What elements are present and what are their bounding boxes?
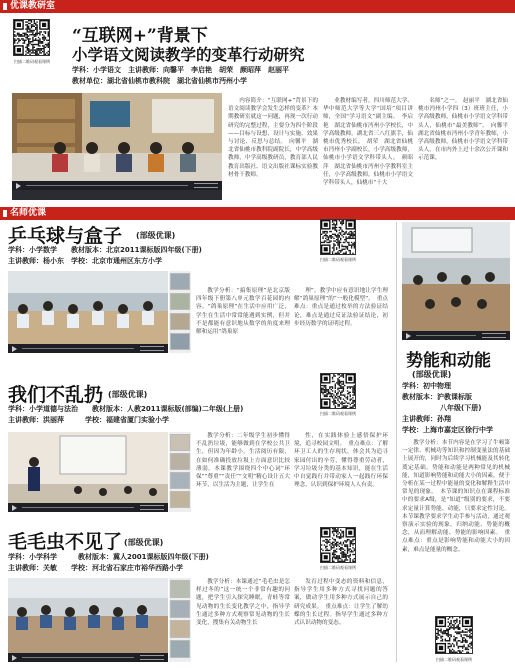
- side-meta-school: 学校：上海市嘉定区徐行中学: [402, 426, 493, 434]
- video-control-bar[interactable]: [12, 181, 222, 190]
- classroom-photo: [8, 271, 168, 353]
- video-thumbnail[interactable]: [170, 453, 190, 470]
- lesson-text-col1: [196, 432, 290, 516]
- qr-caption: 扫描二维码观看课例: [320, 411, 356, 416]
- lesson-paragraph: 教学分析：“搞集原理”是北京版四年级下册第八单元数学百花园的内容。“鸽巢原理”在生活中应用广泛，学生在生活中常常能遇到实例，但并不是都能有意识地从数学的角度来理解和运用“鸽巢原: [196, 288, 290, 336]
- side-text: [402, 439, 510, 613]
- lesson-thumbnail-column: [169, 432, 191, 512]
- video-thumbnail[interactable]: [170, 580, 190, 598]
- video-thumbnail[interactable]: [170, 273, 190, 290]
- lesson-paragraph: 教学分析：本课通过“毛毛虫是怎样过冬的”这一统一个非常有趣的问题，把学生引入探究睡眠，青蛙等常见动物的生长变化教学之中，指导学生通过多种方式观察常见动物的生长变化，搜集有关动物生长: [196, 579, 290, 627]
- lesson-meta-teacher: 主讲教师：洪丽萍 学校：福建省厦门实验小学: [8, 416, 169, 424]
- lesson-title: 我们不乱扔: [8, 384, 104, 406]
- qr-code[interactable]: [320, 527, 356, 563]
- side-meta-teacher: 主讲教师：孙翔: [402, 415, 451, 423]
- feature-text-col2: [323, 97, 413, 207]
- qr-caption: 扫描二维码观看课例: [436, 657, 472, 662]
- lesson-text-col2: [294, 287, 388, 371]
- feature-meta-subject: 学科：小学语文 主讲教师：向馨平 李启艳 胡荣 颜昭萍 赵丽平: [72, 66, 289, 74]
- lesson-meta-teacher: 主讲教师：关敏 学校：河北省石家庄市裕华西路小学: [8, 564, 183, 572]
- section-banner-label: 优课教研室: [10, 1, 56, 11]
- lesson-text-col1: [196, 578, 290, 666]
- video-control-bar[interactable]: [8, 653, 168, 662]
- lesson-thumbnail-column: [169, 271, 191, 353]
- column-divider: [396, 222, 397, 662]
- qr-caption: 扫描二维码观看课例: [14, 59, 50, 64]
- side-paragraph: 教学分析：本节内容是在学习了牛顿第一定律、机械功等知识和控制变量法的基础上展开的，同时为后续学习机械能及其转化奠定基础。势能和动能是两种常见的机械能，知道影响势能和动能大小的因素，便于分析在某一过程中能量的变化和解释生活中常见的现象。 本节课的知识点在课程标准中的要求A级，是“知道”级别的要求，不要求定量计算势能、动能，只要求定性讨论。本节课教学要求学生动手参与活动，通过观察演示实验的现象，归纳动能、势能的概念，从而理解动能、势能的影响因素。 重点难点：重点是影响势能和动能大小的因素，难点是能量的概念。: [402, 440, 510, 553]
- lesson-video-player[interactable]: [8, 578, 168, 662]
- video-thumbnail[interactable]: [170, 333, 190, 350]
- section-banner-teachers: [0, 207, 515, 220]
- lesson-title: 毛毛虫不见了: [8, 531, 123, 553]
- lesson-video-player[interactable]: [8, 432, 168, 512]
- lesson-tag: (部级优课): [136, 231, 176, 240]
- video-control-bar[interactable]: [8, 344, 168, 353]
- classroom-photo: [8, 578, 168, 662]
- feature-meta-unit: 教材单位：湖北省仙桃市教科院 湖北省仙桃市沔州小学: [72, 77, 247, 85]
- classroom-photo: [402, 222, 510, 340]
- lesson-text-col1: [196, 287, 290, 371]
- section-banner-research: [0, 0, 515, 13]
- lesson-paragraph: 教学分析：二年级学生初步懂得不乱扔垃圾，能够做到在学校公共卫生，但因为年龄小，生活阅历有限，在如何准确投放垃圾上方面意识比较薄弱。本课教学围绕四个中心词“环保”“尊重”“责任”“文明”精心设计五大环节，以生活为主题，让学生在: [196, 433, 290, 489]
- play-icon[interactable]: [12, 655, 17, 661]
- lesson-title: 乒乓球与盒子: [8, 225, 123, 247]
- feature-paragraph: 名师”之一。 赵丽平 湖北省仙桃市沔州小学四（3）班班主任，小学高级教师，仙桃市小学语文学科带头人，仙桃市“最美教师”。 向馨平 湖北省仙桃市沔州小学青年教师，小学高级教师，仙桃市小学语文学科带头人，在市内外上过十余次公开课和示范课。: [418, 98, 514, 162]
- play-icon[interactable]: [406, 333, 411, 339]
- play-icon[interactable]: [12, 505, 17, 511]
- side-tag: (部级优课): [412, 370, 452, 379]
- feature-video-player[interactable]: [12, 93, 222, 190]
- lesson-tag: (部级优课): [108, 390, 148, 399]
- lesson-meta-subject: 学科：小学数学 教材版本：北京2011课标版四年级(下册): [8, 246, 202, 254]
- video-thumbnail[interactable]: [170, 640, 190, 658]
- video-thumbnail[interactable]: [170, 293, 190, 310]
- lesson-meta-subject: 学科：小学道德与法治 教材版本：人教2011课标版(部编)二年级(上册): [8, 405, 244, 413]
- play-icon[interactable]: [16, 183, 21, 189]
- lesson-text-col2: [294, 432, 388, 516]
- qr-code[interactable]: [435, 616, 473, 654]
- feature-text-col3: [418, 97, 514, 207]
- play-icon[interactable]: [12, 346, 17, 352]
- video-thumbnail[interactable]: [170, 491, 190, 508]
- side-video-player[interactable]: [402, 222, 510, 340]
- lesson-thumbnail-column: [169, 578, 191, 662]
- classroom-photo: [12, 93, 222, 190]
- lesson-video-player[interactable]: [8, 271, 168, 353]
- feature-text-col1: [228, 97, 318, 207]
- feature-title-line2: 小学语文阅读教学的变革行动研究: [72, 45, 305, 64]
- side-meta-grade: 八年级(下册): [440, 404, 482, 412]
- feature-title-line1: “互联网+”背景下: [72, 26, 208, 46]
- qr-code[interactable]: [320, 373, 356, 409]
- lesson-text-col2: [294, 578, 388, 666]
- video-control-bar[interactable]: [402, 331, 510, 340]
- lesson-meta-teacher: 主讲教师：杨小东 学校：北京市通州区东方小学: [8, 257, 162, 265]
- video-thumbnail[interactable]: [170, 620, 190, 638]
- section-banner-label: 名师优课: [10, 208, 47, 218]
- lesson-paragraph: 发育过程中变态的资料和信息，指导学生用多种方式寻找问题的答案，做动学生用多种方式展示自己的研究成果。 重点难点：让学生了解幼蝶的生长过程。指导学生通过多种方式认识动物的变态。: [294, 579, 388, 627]
- video-thumbnail[interactable]: [170, 472, 190, 489]
- lesson-meta-subject: 学科：小学科学 教材版本：冀人2001课标版四年级(下册): [8, 553, 209, 561]
- side-meta-edition: 教材版本：沪教课标版: [402, 393, 472, 401]
- classroom-photo: [8, 432, 168, 512]
- lesson-tag: (部级优课): [124, 538, 164, 547]
- video-thumbnail[interactable]: [170, 313, 190, 330]
- side-meta-subject: 学科：初中物理: [402, 382, 451, 390]
- video-thumbnail[interactable]: [170, 600, 190, 618]
- feature-paragraph: 业教材编写者，四川师范大学、华中师范大学等大学“国培”项目讲师，全国“学习语文”副主编。 李启艳 湖北省仙桃市沔州小学校长，中学高级教师。湖北省三八红旗手，仙桃市优秀校长。 胡荣 湖北省仙桃市沔州小学副校长，小学高级教师，仙桃市小学语文学科带头人。 颜昭萍 湖北省仙桃市沔州小学教科室主任，小学高级教师，仙桃市小学语文学科带头人，仙桃市“十大: [323, 98, 413, 187]
- video-control-bar[interactable]: [8, 503, 168, 512]
- feature-paragraph: 内容简介：“互联网+”背景下的语文阅读教学会发生怎样的变革？本期教研室就这一问题，再现一次行动研究的完整过程，主要分为四个阶段——目标与设想、设计与实施、效果与讨论、反思与总结。 向馨平 湖北省仙桃市教科院副院长，中学高级教师，中学高级教研员，教育部人民教育出版社、语文出版社课标实验教材骨干教师。: [228, 98, 318, 178]
- lesson-paragraph: 理”。教学中应有意识地让学生理解“鸽巢原理”的“一般化模型”。 重点难点：重点是通过枚举的方法验证结论，难点是通过反证法验证结论，初步经历数学的证明过程。: [294, 288, 388, 327]
- qr-code[interactable]: [13, 19, 50, 56]
- video-thumbnail[interactable]: [170, 434, 190, 451]
- qr-caption: 扫描二维码观看课例: [320, 565, 356, 570]
- qr-code[interactable]: [320, 219, 356, 255]
- lesson-paragraph: 性，在实践体验上感悟保护环境，追寻校园文明。 重点难点：了解环卫工人的生存现状，体会其为追寻家园付出的辛劳，懂得尊重劳动者，学习垃圾分类的基本知识，能在生活中自觉践行并带动家人一起践行环保理念，认识到保护环境人人有责。: [294, 433, 388, 489]
- qr-caption: 扫描二维码观看课例: [320, 257, 356, 262]
- side-title: 势能和动能: [406, 351, 491, 371]
- feature-thumbnail-strip: [12, 190, 222, 200]
